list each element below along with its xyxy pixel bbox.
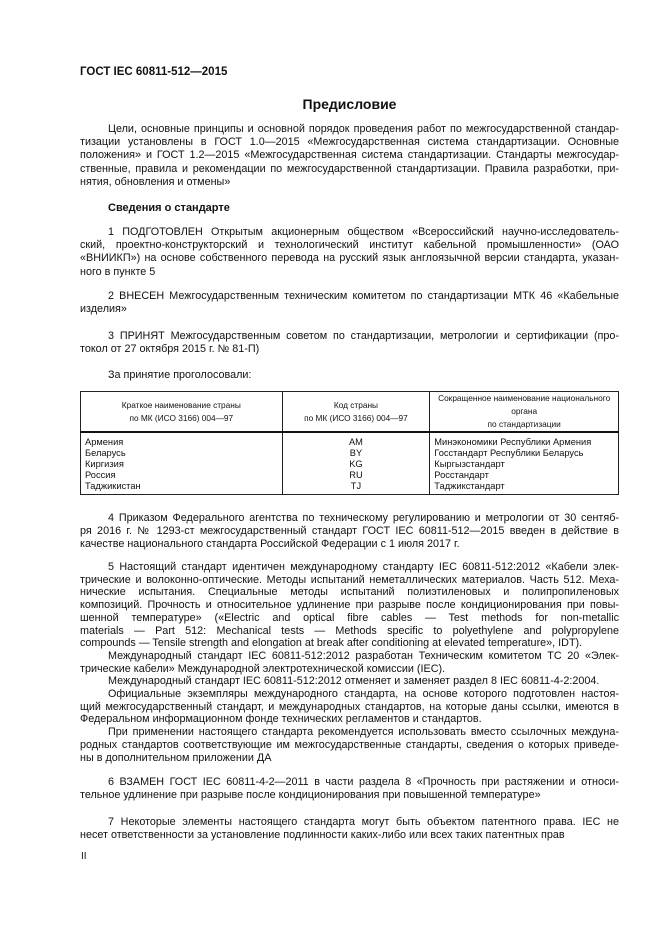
column-header-body	[430, 392, 619, 433]
country-code: KG	[282, 459, 430, 470]
table-row	[81, 448, 619, 459]
country-name: Таджикистан	[81, 481, 283, 495]
table-row	[81, 432, 619, 448]
text-line: 4 Приказом Федерального агентства по техническому регулированию и метрологии от 30 сентяб-	[108, 512, 619, 524]
country-code: RU	[282, 470, 430, 481]
sub-paragraph	[80, 650, 619, 675]
sub-paragraph	[80, 561, 619, 650]
table-header-row	[81, 392, 619, 433]
text-line: 5 Настоящий стандарт идентичен международному стандарту IEC 60811-512:2012 «Кабели элек-	[108, 561, 619, 573]
section-heading: Сведения о стандарте	[108, 202, 230, 214]
paragraph-2-submitted	[80, 290, 619, 316]
text-line: щий межгосударственный стандарт, и международных стандартов, на которые даны ссылки, имеются в	[80, 700, 619, 713]
sub-paragraph	[80, 726, 619, 764]
country-code: AM	[282, 432, 430, 448]
text-line: ский, проектно-конструкторский и технологический институт кабельной промышленности» (ОАО	[80, 239, 619, 252]
text-line: тельное удлинение при разрыве после кондиционирования при повышенной температуре»	[80, 789, 541, 802]
text-line: Международный стандарт IEC 60811-512:2012 отменяет и заменяет раздел 8 IEC 60811-4-2:2004.	[108, 675, 600, 688]
text-line: ны в дополнительном приложении ДА	[80, 751, 272, 764]
header-line: Код страны	[333, 399, 379, 410]
table-row	[81, 459, 619, 470]
voting-countries-table	[80, 391, 619, 495]
text-line: 3 ПРИНЯТ Межгосударственным советом по стандартизации, метрологии и сертификации (про-	[108, 330, 619, 342]
standards-body: Росстандарт	[430, 470, 619, 481]
paragraph-4-order	[80, 512, 619, 552]
standards-body: Минэкономики Республики Армения	[430, 432, 619, 448]
sub-paragraph	[80, 675, 619, 688]
header-line: по стандартизации	[487, 419, 561, 429]
country-name: Армения	[81, 432, 283, 448]
text-line: трические и волоконно-оптические. Методы испытаний неметаллических материалов. Часть 512. Меха-	[80, 573, 619, 586]
text-line: родных стандартов соответствующие им межгосударственные стандарты, сведения о которых приведе-	[80, 738, 619, 751]
text-line: Цели, основные принципы и основной порядок проведения работ по межгосударственной стандар-	[108, 123, 619, 135]
country-name: Беларусь	[81, 448, 283, 459]
text-line: нятия, обновления и отмены»	[80, 175, 231, 188]
text-line: шенной температуре» («Electric and optical fibre cables — Test methods for non-metallic	[80, 611, 619, 624]
header-line: по МК (ИСО 3166) 004—97	[129, 412, 234, 423]
text-line: Официальные экземпляры международного стандарта, на основе которого подготовлен настоя-	[108, 688, 619, 701]
text-line: 7 Некоторые элементы настоящего стандарта могут быть объектом патентного права. IEC не	[108, 816, 619, 828]
country-code: TJ	[282, 481, 430, 495]
country-name: Россия	[81, 470, 283, 481]
text-line: токол от 27 октября 2015 г. № 81-П)	[80, 343, 260, 356]
text-line: 1 ПОДГОТОВЛЕН Открытым акционерным обществом «Всероссийский научно-исследователь-	[108, 226, 619, 238]
paragraph-5-identity	[80, 561, 619, 764]
page-title: Предисловие	[302, 96, 397, 112]
text-line: качестве национального стандарта Российской Федерации с 1 июля 2017 г.	[80, 538, 460, 551]
text-line: ственные, правила и рекомендации по межгосударственной стандартизации. Правила разработки, при-	[80, 162, 619, 175]
paragraph-3-adopted	[80, 330, 619, 356]
table-row	[81, 470, 619, 481]
table-row	[81, 481, 619, 495]
document-code-header: ГОСТ IEC 60811-512—2015	[80, 66, 228, 78]
text-line: ного в пункте 5	[80, 265, 156, 278]
text-line: materials — Part 512: Mechanical tests — Methods specific to polyethylene and polypropylene	[80, 624, 619, 637]
text-line: 2 ВНЕСЕН Межгосударственным техническим комитетом по стандартизации МТК 46 «Кабельные	[108, 290, 619, 302]
page-number: II	[81, 851, 87, 862]
text-line: 6 ВЗАМЕН ГОСТ IEC 60811-4-2—2011 в части раздела 8 «Прочность при растяжении и относи-	[108, 776, 619, 788]
country-code: BY	[282, 448, 430, 459]
country-name: Киргизия	[81, 459, 283, 470]
voted-label: За принятие проголосовали:	[108, 369, 252, 381]
text-line: «ВНИИКП») на основе собственного перевода на русский язык англоязычной версии стандарта, указан-	[80, 252, 619, 265]
header-line: по МК (ИСО 3166) 004—97	[304, 412, 408, 423]
header-line: Сокращенное наименование национального органа	[438, 393, 611, 416]
standards-body: Таджикстандарт	[430, 481, 619, 495]
text-line: тизации установлены в ГОСТ 1.0—2015 «Межгосударственная система стандартизации. Основные	[80, 136, 619, 149]
standards-body: Кыргызстандарт	[430, 459, 619, 470]
text-line: При применении настоящего стандарта рекомендуется использовать вместо ссылочных междуна-	[108, 726, 619, 739]
text-line: Международный стандарт IEC 60811-512:2012 разработан Техническим комитетом TC 20 «Элек-	[108, 649, 619, 662]
intro-paragraph	[80, 123, 619, 189]
paragraph-6-replaces	[80, 776, 619, 802]
text-line: compounds — Tensile strength and elongation at break after conditioning at elevated temperature», IDT).	[80, 637, 583, 650]
sub-paragraph	[80, 688, 619, 726]
text-line: ря 2016 г. № 1293-ст межгосударственный стандарт ГОСТ IEC 60811-512—2015 введен в действие в	[80, 525, 619, 538]
text-line: изделия»	[80, 303, 127, 316]
text-line: трические кабели» Международной электротехнической комиссии (IEC).	[80, 662, 446, 675]
column-header-code	[282, 392, 430, 433]
header-line: Краткое наименование страны	[121, 399, 241, 410]
text-line: положения» и ГОСТ 1.2—2015 «Межгосударственная система стандартизации. Стандарты межгосудар-	[80, 149, 619, 162]
text-line: Федеральном информационном фонде технических регламентов и стандартов.	[80, 713, 482, 726]
text-line: нические испытания. Специальные методы испытаний полиэтиленовых и полипропиленовых	[80, 586, 619, 599]
paragraph-1-prepared	[80, 226, 619, 279]
text-line: композиций. Прочность и относительное удлинение при разрыве после кондиционирования при повы-	[80, 599, 619, 612]
text-line: несет ответственности за установление подлинности каких-либо или всех таких патентных прав	[80, 829, 565, 842]
column-header-country	[81, 392, 283, 433]
paragraph-7-patents	[80, 816, 619, 842]
standards-body: Госстандарт Республики Беларусь	[430, 448, 619, 459]
